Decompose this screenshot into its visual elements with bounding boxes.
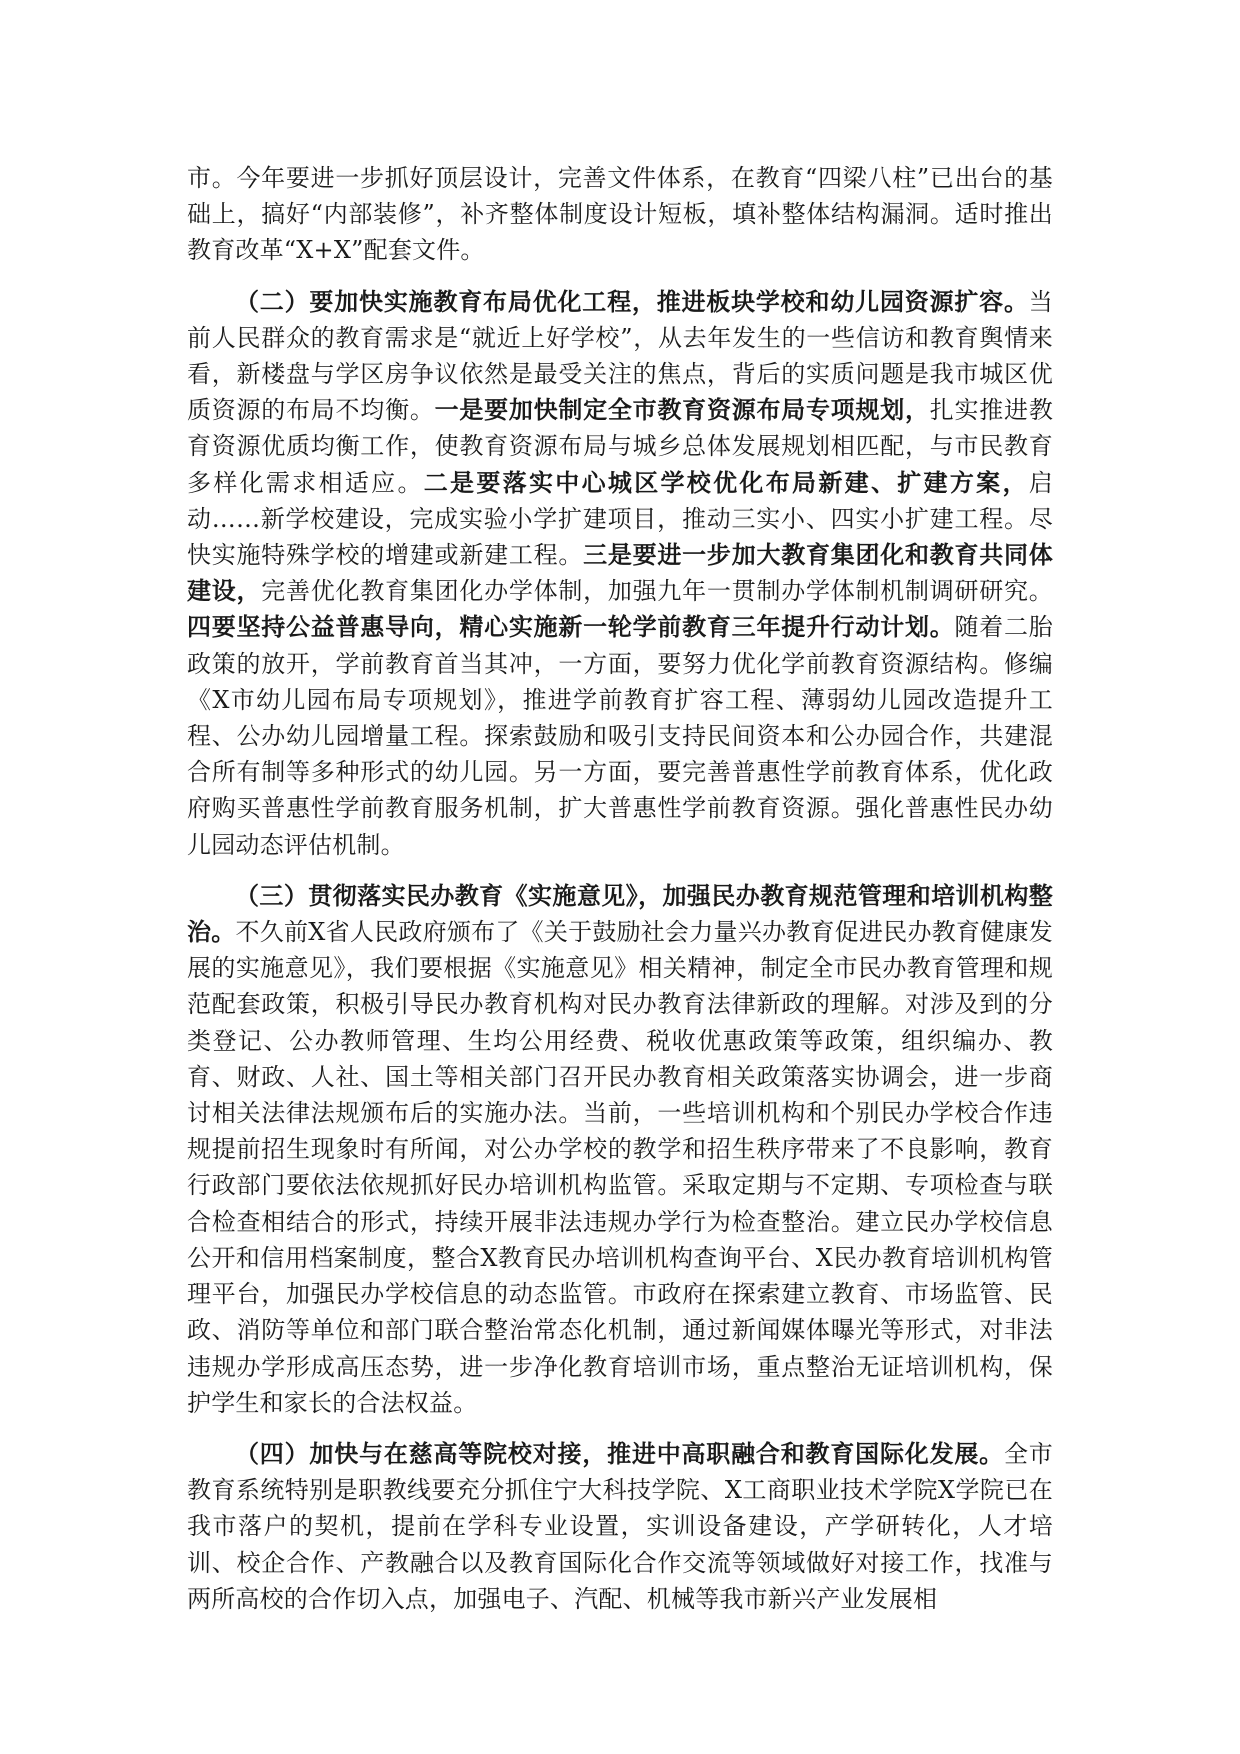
section-heading-2: （二）要加快实施教育布局优化工程，推进板块学校和幼儿园资源扩容。	[235, 286, 1029, 316]
paragraph-3-text: 不久前X省人民政府颁布了《关于鼓励社会力量兴办教育促进民办教育健康发展的实施意见》，我们要根据《实施意见》相关精神，制定全市民办教育管理和规范配套政策，积极引导民办教育机构对民办教育法律新政的理解。对涉及到的分类登记、公办教师管理、生均公用经费、税收优惠政策等政策，组织编办、教育、财政、人社、国土等相关部门召开民办教育相关政策落实协调会，进一步商讨相关法律法规颁布后的实施办法。当前，一些培训机构和个别民办学校合作违规提前招生现象时有所闻，对公办学校的教学和招生秩序带来了不良影响，教育行政部门要依法依规抓好民办培训机构监管。采取定期与不定期、专项检查与联合检查相结合的形式，持续开展非法违规办学行为检查整治。建立民办学校信息公开和信用档案制度，整合X教育民办培训机构查询平台、X民办教育培训机构管理平台，加强民办学校信息的动态监管。市政府在探索建立教育、市场监管、民政、消防等单位和部门联合整治常态化机制，通过新闻媒体曝光等形式，对非法违规办学形成高压态势，进一步净化教育培训市场，重点整治无证培训机构，保护学生和家长的合法权益。	[187, 918, 1053, 1417]
point-4-heading: 四要坚持公益普惠导向，精心实施新一轮学前教育三年提升行动计划。	[187, 612, 955, 642]
section-heading-3: （三）贯彻落实民办教育《实施意见》，加强民办教育规范管理和培训机构整治。	[187, 880, 1053, 947]
paragraph-3-private-education	[187, 878, 1053, 1421]
paragraph-1-text: 市。今年要进一步抓好顶层设计，完善文件体系，在教育“四梁八柱”已出台的基础上，搞好“内部装修”，补齐整体制度设计短板，填补整体结构漏洞。适时推出教育改革“X+X”配套文件。	[187, 164, 1053, 265]
point-2-text: 启动……新学校建设，完成实验小学扩建项目，推动三实小、四实小扩建工程。尽快实施特殊学校的增建或新建工程。	[187, 468, 1053, 570]
point-4-text: 随着二胎政策的放开，学前教育首当其冲，一方面，要努力优化学前教育资源结构。修编《X市幼儿园布局专项规划》，推进学前教育扩容工程、薄弱幼儿园改造提升工程、公办幼儿园增量工程。探索鼓励和吸引支持民间资本和公办园合作，共建混合所有制等多种形式的幼儿园。另一方面，要完善普惠性学前教育体系，优化政府购买普惠性学前教育服务机制，扩大普惠性学前教育资源。强化普惠性民办幼儿园动态评估机制。	[187, 613, 1053, 859]
point-1-heading: 一是要加快制定全市教育资源布局专项规划，	[434, 395, 930, 425]
document-page	[187, 160, 1053, 1617]
paragraph-1-continuation	[187, 160, 1053, 269]
paragraph-2-layout-optimization	[187, 284, 1053, 863]
paragraph-2-text: 当前人民群众的教育需求是“就近上好学校”，从去年发生的一些信访和教育舆情来看，新楼盘与学区房争议依然是最受关注的焦点，背后的实质问题是我市城区优质资源的布局不均衡。	[187, 287, 1053, 425]
paragraph-4-text: 全市教育系统特别是职教线要充分抓住宁大科技学院、X工商职业技术学院X学院已在我市落户的契机，提前在学科专业设置，实训设备建设，产学研转化，人才培训、校企合作、产教融合以及教育国际化合作交流等领域做好对接工作，找准与两所高校的合作切入点，加强电子、汽配、机械等我市新兴产业发展相	[187, 1439, 1053, 1613]
point-3-text: 完善优化教育集团化办学体制，加强九年一贯制办学体制机制调研研究。	[261, 577, 1053, 606]
section-heading-4: （四）加快与在慈高等院校对接，推进中高职融合和教育国际化发展。	[235, 1438, 1004, 1468]
paragraph-4-higher-education	[187, 1436, 1053, 1617]
point-3-heading: 三是要进一步加大教育集团化和教育共同体建设，	[187, 540, 1053, 606]
point-2-heading: 二是要落实中心城区学校优化布局新建、扩建方案，	[423, 467, 1029, 497]
point-1-text: 扎实推进教育资源优质均衡工作，使教育资源布局与城乡总体发展规划相匹配，与市民教育多样化需求相适应。	[187, 396, 1054, 497]
